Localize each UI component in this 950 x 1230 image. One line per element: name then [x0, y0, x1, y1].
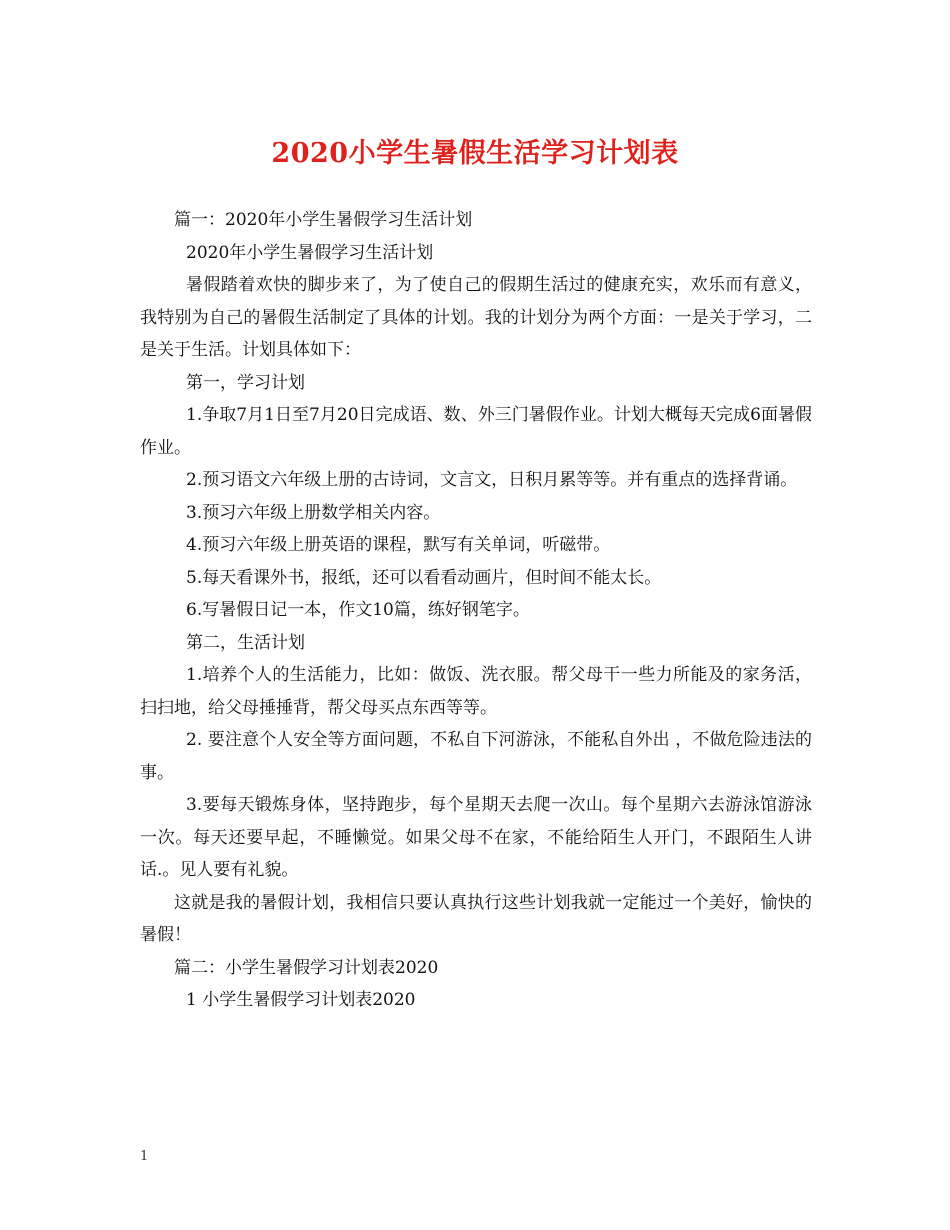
- page-number: 1: [140, 1149, 149, 1164]
- list-item: 4.预习六年级上册英语的课程，默写有关单词，听磁带。: [186, 535, 611, 555]
- section-heading: 篇二：小学生暑假学习计划表2020: [174, 957, 439, 978]
- list-item: 5.每天看课外书，报纸，还可以看看动画片，但时间不能太长。: [186, 567, 662, 588]
- subtitle: 1 小学生暑假学习计划表2020: [186, 990, 416, 1010]
- document-body: [140, 204, 812, 1017]
- list-item: 2. 要注意个人安全等方面问题，不私自下河游泳，不能私自外出 ，不做危险违法的事。: [140, 730, 812, 783]
- plan-heading: 第一，学习计划: [186, 372, 305, 393]
- list-item: 6.写暑假日记一本，作文10篇，练好钢笔字。: [186, 600, 530, 620]
- body-paragraph: 这就是我的暑假计划，我相信只要认真执行这些计划我就一定能过一个美好，愉快的暑假！: [140, 892, 812, 945]
- list-item: 1.培养个人的生活能力，比如：做饭、洗衣服。帮父母干一些力所能及的家务活，扫扫地，给父母捶捶背，帮父母买点东西等等。: [140, 665, 812, 718]
- list-item: 1.争取7月1日至7月20日完成语、数、外三门暑假作业。计划大概每天完成6面暑假作业。: [140, 405, 812, 458]
- section-heading: 篇一：2020年小学生暑假学习生活计划: [174, 210, 473, 230]
- subtitle: 2020年小学生暑假学习生活计划: [186, 242, 434, 263]
- list-item: 3.要每天锻炼身体，坚持跑步，每个星期天去爬一次山。每个星期六去游泳馆游泳一次。每天还要早起，不睡懒觉。如果父母不在家，不能给陌生人开门，不跟陌生人讲话.。见人要有礼貌。: [140, 795, 812, 880]
- plan-heading: 第二，生活计划: [186, 632, 305, 653]
- list-item: 2.预习语文六年级上册的古诗词，文言文，日积月累等等。并有重点的选择背诵。: [186, 470, 798, 490]
- document-title: 2020小学生暑假生活学习计划表: [271, 138, 679, 169]
- list-item: 3.预习六年级上册数学相关内容。: [186, 502, 441, 523]
- body-paragraph: 暑假踏着欢快的脚步来了，为了使自己的假期生活过的健康充实，欢乐而有意义，我特别为自己的暑假生活制定了具体的计划。我的计划分为两个方面：一是关于学习，二是关于生活。计划具体如下：: [140, 275, 812, 360]
